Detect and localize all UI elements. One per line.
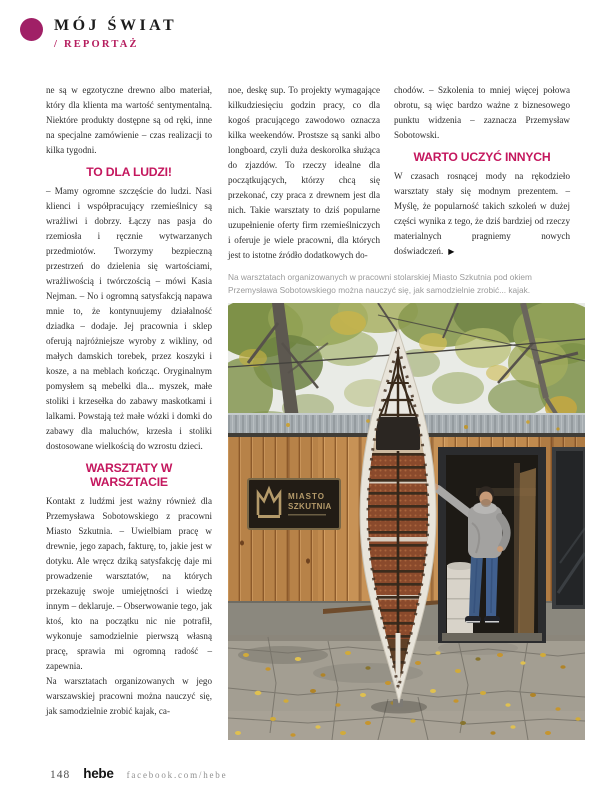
section-dot-icon bbox=[20, 18, 43, 41]
article-end-mark-icon: ▶ bbox=[448, 247, 455, 256]
subheading-warsztaty-w-warsztacie: WARSZTATY W WARSZTACIE bbox=[85, 461, 173, 489]
paragraph-text: W czasach rosnącej mody na rękodzieło warsztaty stały się modnym prezentem. – Myślę, że popularność takich szkoleń w dużej części wynika z tego, że dziś bardziej od rzeczy materialnych pragniemy nowych doświadczeń. bbox=[394, 171, 570, 256]
paragraph: ne są w egzotyczne drewno albo materiał, który dla klienta ma wartość sentymentalną. Niektóre produkty dostępne są od ręki, inne na specjalne zamówienie – czas realizacji to kilka tygodni. bbox=[46, 85, 212, 155]
article-column-3 bbox=[394, 83, 570, 259]
sign-text-line1: MIASTO bbox=[288, 492, 325, 501]
sign-text-line2: SZKUTNIA bbox=[288, 502, 332, 511]
page-footer bbox=[50, 766, 227, 781]
photo-window bbox=[554, 449, 585, 607]
paragraph: – Mamy ogromne szczęście do ludzi. Nasi klienci i współpracujący rzemieślnicy są wrażliwi i dobrzy. Łączy nas pasja do rzemiosła i ręcznie wytwarzanych przedmiotów. Tworzymy bezpieczną przestrzeń do dzielenia się wartościami, wrażliwością i twórczością – mówi Kasia Nejman. – No i ogromną satysfakcją napawa mnie to, że kontynuujemy działalność dziadka – dodaje. Jej pracownia i sklep oferują najróżniejsze wyroby z wikliny, od małych damskich torebek, przez koszyki i kosze, a na meblach kończąc. Oryginalnym pomysłem są mebelki dla... myszek, małe stoliki i krzesełka do zabawy maskotkami i lalkami. Powstają też małe wózki i domki do zabawy dla maluchów, krzesła i stoliki dostosowane wielkością do wzrostu dzieci. bbox=[46, 186, 212, 451]
article-photo-kayak-workshop bbox=[228, 303, 585, 740]
paragraph: Kontakt z ludźmi jest ważny również dla Przemysława Sobotowskiego z pracowni Miasto Szkutnia. – Uwielbiam pracę w drewnie, jego zapach, fakturę, to, jakie jest w dotyku. Ale wręcz dziką satysfakcję daje mi prowadzenie warsztatów, na których przekazuję swoje umiejętności i wiedzę innym – deklaruje. – Obserwowanie tego, jak ktoś, kto na początku nic nie potrafił, wykonuje samodzielnie pierwszą własną pracę, sprawia mi ogromną radość – zapewnia. bbox=[46, 496, 212, 671]
hebe-logo: hebe bbox=[83, 766, 114, 781]
section-subtitle: / REPORTAŻ bbox=[54, 39, 139, 50]
article-column-2 bbox=[228, 83, 380, 263]
subheading-warto-uczyc-innych: WARTO UCZYĆ INNYCH bbox=[413, 150, 551, 164]
paragraph bbox=[394, 169, 570, 259]
photo-doorway bbox=[432, 451, 543, 641]
paragraph: chodów. – Szkolenia to mniej więcej połowa obrotu, są więc bardzo ważne z biznesowego punktu widzenia – zaznacza Przemysław Sobotowski. bbox=[394, 85, 570, 140]
paragraph: Na warsztatach organizowanych w jego warszawskiej pracowni można nauczyć się, jak samodzielnie zrobić kajak, ca- bbox=[46, 676, 212, 716]
footer-url: facebook.com/hebe bbox=[126, 770, 228, 780]
subheading-to-dla-ludzi: TO DLA LUDZI! bbox=[86, 165, 172, 179]
section-title: MÓJ ŚWIAT bbox=[54, 17, 178, 34]
article-column-1 bbox=[46, 83, 212, 719]
photo-caption: Na warsztatach organizowanych w pracowni stolarskiej Miasto Szkutnia pod okiem Przemysława Sobotowskiego można nauczyć się, jak samodzielnie zrobić... kajak. bbox=[228, 272, 532, 295]
photo-sign-miasto-szkutnia bbox=[248, 479, 340, 529]
kayak-seat-panel bbox=[376, 417, 420, 450]
paragraph: noe, deskę sup. To projekty wymagające kilkudziesięciu godzin pracy, co dla kogoś pracującego zawodowo oznacza kilka weekendów. Prostsze są sanki albo longboard, czyli duża deskorolka służąca do zjazdów. To rzeczy idealne dla początkujących, którzy chcą się przekonać, czy praca z drewnem jest dla nich. Takie warsztaty to dziś popularne uzupełnienie oferty firm rzemieślniczych i oferuje je wiele pracowni, dla których jest to istotne źródło dodatkowych do- bbox=[228, 85, 380, 260]
page-number: 148 bbox=[50, 769, 71, 781]
man-beard bbox=[481, 499, 491, 507]
